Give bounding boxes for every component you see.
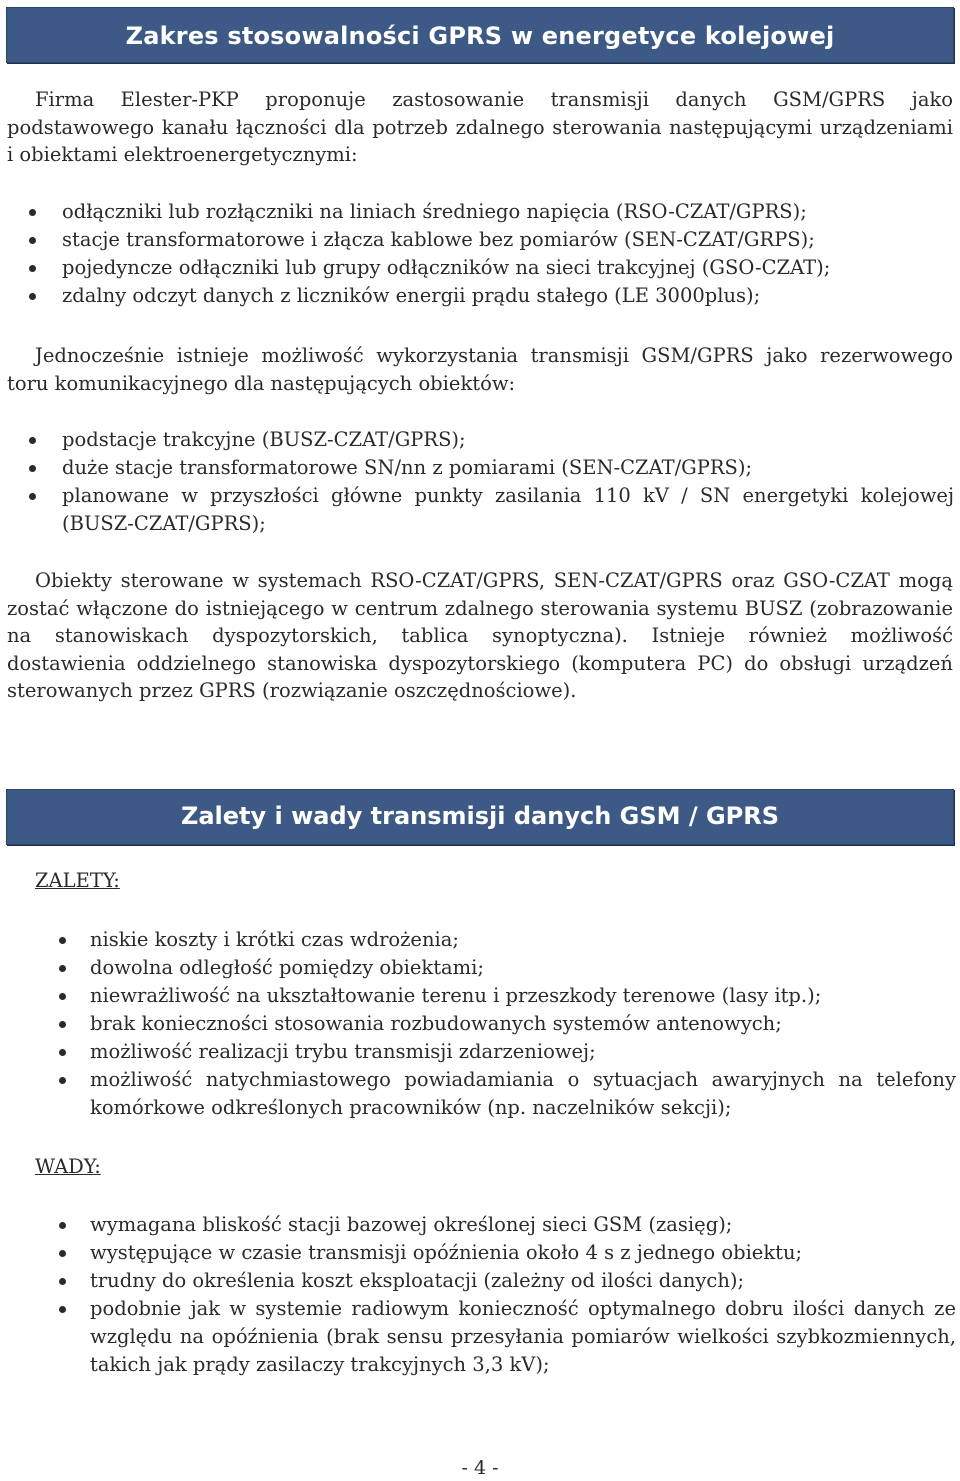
bullet-icon [29, 493, 36, 500]
list-item: możliwość natychmiastowego powiadamiania o sytuacjach awaryjnych na telefony komórkowe odkreślonych pracowników (np. naczelników sekcji); [90, 1066, 956, 1122]
bullet-icon [59, 1306, 66, 1313]
list-item: możliwość realizacji trybu transmisji zdarzeniowej; [90, 1038, 956, 1066]
list-item: niewrażliwość na ukształtowanie terenu i przeszkody terenowe (lasy itp.); [90, 982, 956, 1010]
list-item: niskie koszty i krótki czas wdrożenia; [90, 926, 956, 954]
bullet-icon [29, 465, 36, 472]
intro-paragraph [7, 86, 953, 169]
list-item: duże stacje transformatorowe SN/nn z pomiarami (SEN-CZAT/GPRS); [62, 454, 954, 482]
bullet-icon [59, 1049, 66, 1056]
list-item: trudny do określenia koszt eksploatacji (zależny od ilości danych); [90, 1267, 956, 1295]
bullet-icon [59, 1021, 66, 1028]
bullet-icon [29, 265, 36, 272]
bullet-icon [29, 437, 36, 444]
bullet-icon [59, 1222, 66, 1229]
section-title-pros-cons: Zalety i wady transmisji danych GSM / GPRS [180, 802, 780, 830]
section-header-pros-cons [6, 789, 954, 845]
list-item: zdalny odczyt danych z liczników energii prądu stałego (LE 3000plus); [62, 282, 952, 310]
primary-devices-list [62, 198, 952, 310]
bullet-icon [59, 965, 66, 972]
bullet-icon [59, 1077, 66, 1084]
backup-objects-list [62, 426, 954, 538]
bullet-icon [29, 237, 36, 244]
bullet-icon [29, 209, 36, 216]
cons-list [90, 1211, 956, 1379]
intro-text: Firma Elester-PKP proponuje zastosowanie transmisji danych GSM/GPRS jako podstawowego kanału łączności dla potrzeb zdalnego sterowania następującymi urządzeniami i obiektami elektroenergetycznymi: [7, 88, 953, 166]
integration-paragraph [7, 567, 953, 705]
list-item: podstacje trakcyjne (BUSZ-CZAT/GPRS); [62, 426, 954, 454]
integration-text: Obiekty sterowane w systemach RSO-CZAT/GPRS, SEN-CZAT/GPRS oraz GSO-CZAT mogą zostać włączone do istniejącego w centrum zdalnego sterowania systemu BUSZ (zobrazowanie na stanowiskach dyspozytorskich, tablica synoptyczna). Istnieje również możliwość dostawienia oddzielnego stanowiska dyspozytorskiego (komputera PC) do obsługi urządzeń sterowanych przez GPRS (rozwiązanie oszczędnościowe). [7, 569, 953, 702]
cons-label: WADY: [35, 1155, 101, 1178]
list-item: stacje transformatorowe i złącza kablowe bez pomiarów (SEN-CZAT/GRPS); [62, 226, 952, 254]
bullet-icon [59, 1278, 66, 1285]
section-title-scope: Zakres stosowalności GPRS w energetyce kolejowej [125, 22, 835, 50]
bullet-icon [59, 993, 66, 1000]
pros-label: ZALETY: [35, 869, 120, 892]
backup-text: Jednocześnie istnieje możliwość wykorzystania transmisji GSM/GPRS jako rezerwowego toru komunikacyjnego dla następujących obiektów: [7, 344, 953, 395]
list-item: planowane w przyszłości główne punkty zasilania 110 kV / SN energetyki kolejowej (BUSZ-CZAT/GPRS); [62, 482, 954, 538]
pros-list [90, 926, 956, 1122]
list-item: brak konieczności stosowania rozbudowanych systemów antenowych; [90, 1010, 956, 1038]
list-item: podobnie jak w systemie radiowym konieczność optymalnego dobru ilości danych ze względu na opóźnienia (brak sensu przesyłania pomiarów wielkości szybkozmiennych, takich jak prądy zasilaczy trakcyjnych 3,3 kV); [90, 1295, 956, 1379]
bullet-icon [59, 937, 66, 944]
list-item: odłączniki lub rozłączniki na liniach średniego napięcia (RSO-CZAT/GPRS); [62, 198, 952, 226]
bullet-icon [59, 1250, 66, 1257]
backup-paragraph [7, 342, 953, 397]
page-number: - 4 - [461, 1457, 499, 1479]
list-item: występujące w czasie transmisji opóźnienia około 4 s z jednego obiektu; [90, 1239, 956, 1267]
list-item: dowolna odległość pomiędzy obiektami; [90, 954, 956, 982]
list-item: wymagana bliskość stacji bazowej określonej sieci GSM (zasięg); [90, 1211, 956, 1239]
list-item: pojedyncze odłączniki lub grupy odłączników na sieci trakcyjnej (GSO-CZAT); [62, 254, 952, 282]
section-header-scope [6, 7, 954, 63]
bullet-icon [29, 293, 36, 300]
